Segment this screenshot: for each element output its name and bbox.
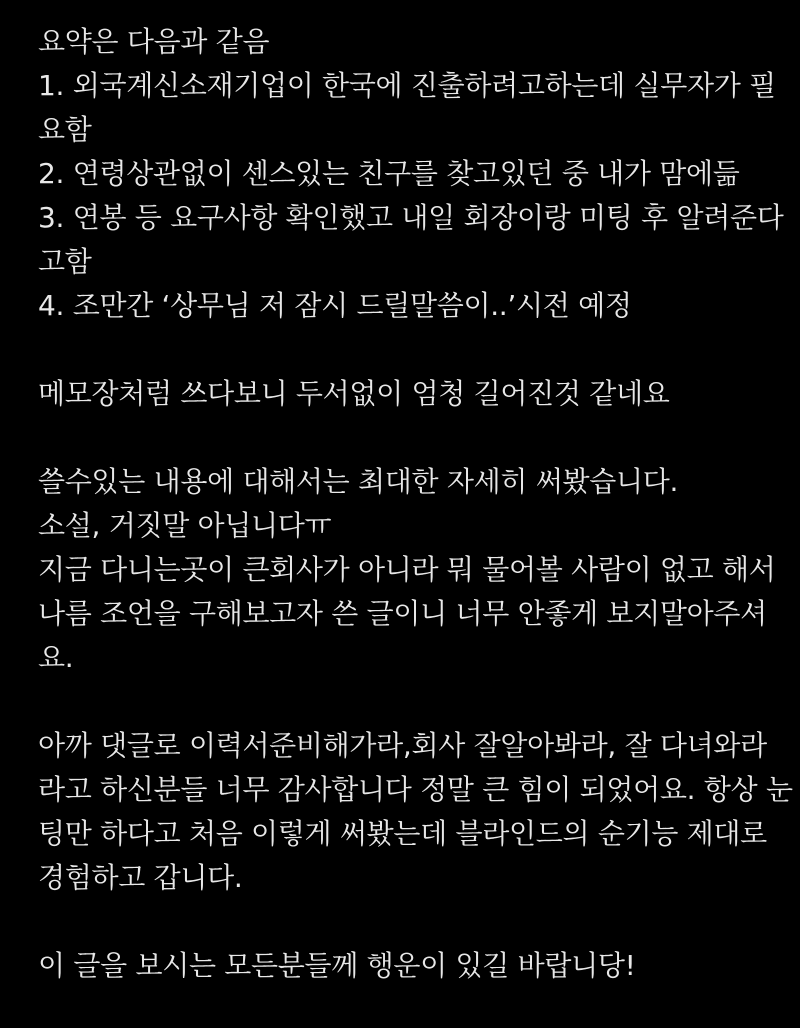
thanks-line-2: 라고 하신분들 너무 감사합니다 정말 큰 힘이 되었어요. 항상 눈 (38, 773, 793, 806)
thanks-line-3: 팅만 하다고 처음 이렇게 써봤는데 블라인드의 순기능 제대로 (38, 817, 767, 850)
paragraph-gap (38, 680, 778, 724)
summary-item-3: 3. 연봉 등 요구사항 확인했고 내일 회장이랑 미팅 후 알려준다 (38, 201, 784, 234)
detail-line-5: 요. (38, 641, 74, 674)
detail-line-3: 지금 다니는곳이 큰회사가 아니라 뭐 물어볼 사람이 없고 해서 (38, 553, 776, 586)
detail-line-1: 쓸수있는 내용에 대해서는 최대한 자세히 써봤습니다. (38, 465, 679, 498)
summary-heading: 요약은 다음과 같음 (38, 25, 270, 58)
summary-item-1: 1. 외국계신소재기업이 한국에 진출하려고하는데 실무자가 필 (38, 69, 776, 102)
closing-line: 이 글을 보시는 모든분들께 행운이 있길 바랍니당! (38, 949, 636, 982)
memo-note: 메모장처럼 쓰다보니 두서없이 엄청 길어진것 같네요 (38, 377, 670, 410)
summary-item-1-cont: 요함 (38, 113, 92, 146)
detail-line-2: 소설, 거짓말 아닙니다ㅠ (38, 509, 332, 542)
paragraph-gap (38, 900, 778, 944)
detail-line-4: 나름 조언을 구해보고자 쓴 글이니 너무 안좋게 보지말아주셔 (38, 597, 767, 630)
thanks-line-1: 아까 댓글로 이력서준비해가라,회사 잘알아봐라, 잘 다녀와라 (38, 729, 767, 762)
summary-item-4: 4. 조만간 ‘상무님 저 잠시 드릴말씀이..’시전 예정 (38, 289, 632, 322)
summary-item-3-cont: 고함 (38, 245, 92, 278)
post-body (38, 20, 793, 988)
paragraph-gap (38, 416, 778, 460)
summary-item-2: 2. 연령상관없이 센스있는 친구를 찾고있던 중 내가 맘에듦 (38, 157, 740, 190)
thanks-line-4: 경험하고 갑니다. (38, 861, 243, 894)
paragraph-gap (38, 328, 778, 372)
